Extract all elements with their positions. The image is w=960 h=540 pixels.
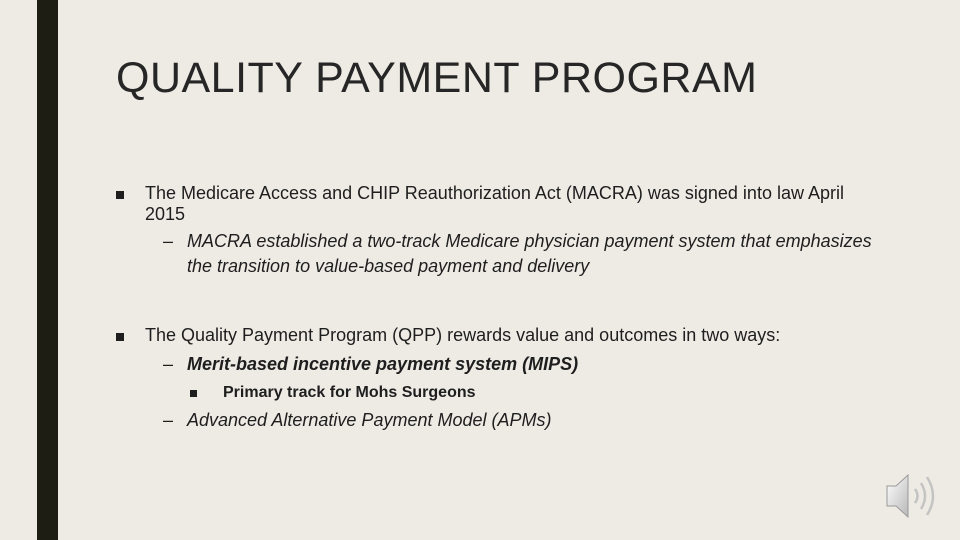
slide-title: QUALITY PAYMENT PROGRAM (116, 54, 758, 102)
accent-bar (37, 0, 58, 540)
dash-bullet: – (163, 231, 174, 251)
dash-bullet: – (163, 354, 174, 374)
square-bullet-icon (190, 390, 197, 397)
sub-bullet-text: Merit-based incentive payment system (MIPS) (187, 354, 579, 374)
slide-body (116, 183, 876, 433)
square-bullet-icon (116, 333, 124, 341)
sub-sub-bullet-item (116, 382, 876, 404)
sub-sub-bullet-text: Primary track for Mohs Surgeons (223, 384, 476, 401)
bullet-text: The Quality Payment Program (QPP) rewards value and outcomes in two ways: (145, 325, 781, 345)
dash-bullet: – (163, 410, 174, 430)
sub-bullet-text: Advanced Alternative Payment Model (APMs) (187, 410, 552, 430)
sub-bullet-item (116, 352, 876, 377)
sub-bullet-text: MACRA established a two-track Medicare physician payment system that emphasizes the transition to value-based payment and delivery (187, 231, 872, 276)
bullet-text: The Medicare Access and CHIP Reauthorization Act (MACRA) was signed into law April 2015 (145, 183, 844, 224)
square-bullet-icon (116, 191, 124, 199)
bullet-item (116, 183, 876, 225)
bullet-item (116, 325, 876, 346)
sub-bullet-item (116, 408, 876, 433)
sub-bullet-item (116, 229, 876, 279)
speaker-icon[interactable] (884, 470, 944, 522)
